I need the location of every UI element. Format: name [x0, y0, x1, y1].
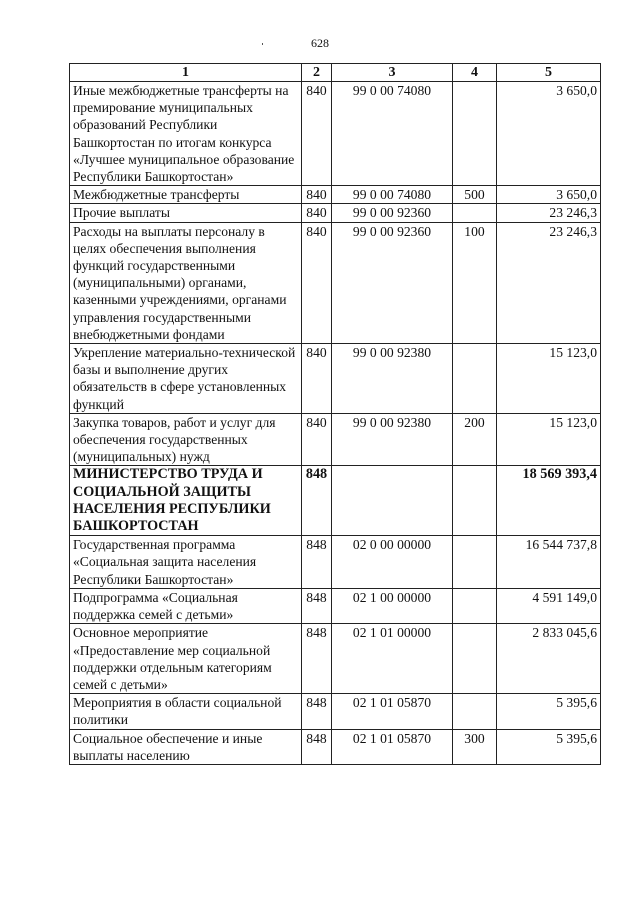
table-row: [70, 466, 601, 536]
row-admin-code: 848: [302, 588, 332, 623]
header-col-1: 1: [70, 64, 302, 82]
row-expense-type: 100: [453, 222, 497, 343]
row-target-code: 02 1 01 00000: [332, 624, 453, 694]
header-col-5: 5: [497, 64, 601, 82]
row-name: Расходы на выплаты персоналу в целях обеспечения выполнения функций государственными (муниципальными) органами, казенными учреждениями, органами управления государственными внебюджетными фондами: [70, 222, 302, 343]
row-expense-type: [453, 536, 497, 589]
row-expense-type: [453, 466, 497, 536]
row-admin-code: 848: [302, 694, 332, 729]
table-row: [70, 204, 601, 222]
header-col-3: 3: [332, 64, 453, 82]
row-admin-code: 848: [302, 466, 332, 536]
row-admin-code: 840: [302, 204, 332, 222]
row-target-code: 99 0 00 74080: [332, 82, 453, 186]
row-amount: 3 650,0: [497, 82, 601, 186]
row-name: Мероприятия в области социальной политики: [70, 694, 302, 729]
row-expense-type: [453, 624, 497, 694]
header-row: [70, 64, 601, 82]
row-name: Подпрограмма «Социальная поддержка семей с детьми»: [70, 588, 302, 623]
row-expense-type: [453, 204, 497, 222]
page-number: 628: [311, 36, 329, 50]
row-name: Основное мероприятие «Предоставление мер социальной поддержки отдельным категориям семей с детьми»: [70, 624, 302, 694]
table-row: [70, 536, 601, 589]
table-row: [70, 186, 601, 204]
header-col-2: 2: [302, 64, 332, 82]
row-target-code: 02 1 00 00000: [332, 588, 453, 623]
row-admin-code: 840: [302, 82, 332, 186]
row-target-code: 99 0 00 92380: [332, 413, 453, 466]
budget-table: [69, 63, 601, 765]
row-target-code: 02 1 01 05870: [332, 694, 453, 729]
table-row: [70, 588, 601, 623]
row-expense-type: 200: [453, 413, 497, 466]
row-amount: 2 833 045,6: [497, 624, 601, 694]
row-name: Межбюджетные трансферты: [70, 186, 302, 204]
row-target-code: [332, 466, 453, 536]
row-amount: 23 246,3: [497, 222, 601, 343]
header-col-4: 4: [453, 64, 497, 82]
row-target-code: 99 0 00 74080: [332, 186, 453, 204]
row-target-code: 99 0 00 92360: [332, 204, 453, 222]
table-row: [70, 413, 601, 466]
row-amount: 4 591 149,0: [497, 588, 601, 623]
row-target-code: 02 1 01 05870: [332, 729, 453, 764]
row-expense-type: [453, 694, 497, 729]
table-row: [70, 344, 601, 414]
row-amount: 3 650,0: [497, 186, 601, 204]
table-row: [70, 82, 601, 186]
row-admin-code: 840: [302, 186, 332, 204]
table-row: [70, 729, 601, 764]
row-amount: 15 123,0: [497, 413, 601, 466]
row-admin-code: 848: [302, 536, 332, 589]
row-amount: 16 544 737,8: [497, 536, 601, 589]
table-body: [70, 82, 601, 765]
row-name: МИНИСТЕРСТВО ТРУДА И СОЦИАЛЬНОЙ ЗАЩИТЫ НАСЕЛЕНИЯ РЕСПУБЛИКИ БАШКОРТОСТАН: [70, 466, 302, 536]
row-expense-type: [453, 588, 497, 623]
row-name: Укрепление материально-технической базы и выполнение других обязательств в сфере установленных функций: [70, 344, 302, 414]
row-expense-type: [453, 82, 497, 186]
row-name: Государственная программа «Социальная защита населения Республики Башкортостан»: [70, 536, 302, 589]
row-admin-code: 840: [302, 413, 332, 466]
row-name: Социальное обеспечение и иные выплаты населению: [70, 729, 302, 764]
scan-speck: [262, 43, 263, 45]
row-expense-type: 300: [453, 729, 497, 764]
table-header: [70, 64, 601, 82]
row-target-code: 99 0 00 92380: [332, 344, 453, 414]
row-name: Иные межбюджетные трансферты на премирование муниципальных образований Республики Башкортостан по итогам конкурса «Лучшее муниципальное образование Республики Башкортостан»: [70, 82, 302, 186]
table-row: [70, 694, 601, 729]
row-admin-code: 840: [302, 344, 332, 414]
table-row: [70, 222, 601, 343]
row-admin-code: 848: [302, 624, 332, 694]
table-row: [70, 624, 601, 694]
row-target-code: 99 0 00 92360: [332, 222, 453, 343]
row-admin-code: 848: [302, 729, 332, 764]
row-amount: 15 123,0: [497, 344, 601, 414]
row-amount: 18 569 393,4: [497, 466, 601, 536]
row-amount: 5 395,6: [497, 729, 601, 764]
row-name: Закупка товаров, работ и услуг для обеспечения государственных (муниципальных) нужд: [70, 413, 302, 466]
row-target-code: 02 0 00 00000: [332, 536, 453, 589]
row-admin-code: 840: [302, 222, 332, 343]
row-amount: 5 395,6: [497, 694, 601, 729]
row-expense-type: [453, 344, 497, 414]
row-name: Прочие выплаты: [70, 204, 302, 222]
row-expense-type: 500: [453, 186, 497, 204]
row-amount: 23 246,3: [497, 204, 601, 222]
